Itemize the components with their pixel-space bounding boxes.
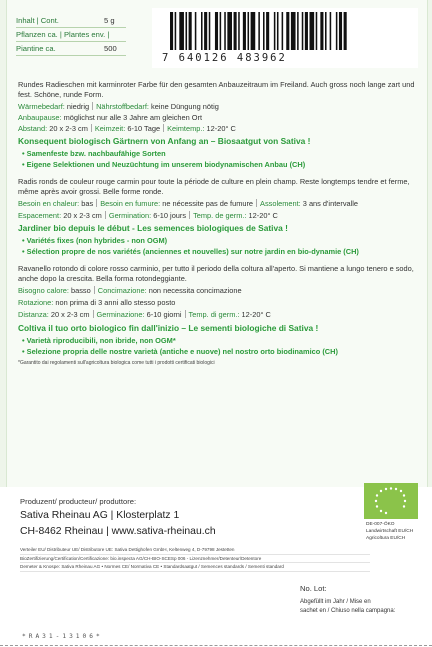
bottom-code-strip [0,630,432,647]
value: 6-10 jours [153,211,187,220]
info-label: Inhalt | Cont. [16,16,59,25]
barcode-bar [316,12,318,50]
label: Wärmebedarf: [18,102,65,111]
value: bas [81,199,94,208]
barcode-bar [201,12,203,50]
value: keine Düngung nötig [151,102,219,111]
value: non prima di 3 anni allo stesso posto [55,298,176,307]
label: Temp. di germ.: [188,310,240,319]
barcode-bar [215,12,218,50]
label: Rotazione: [18,298,54,307]
divider [92,102,93,110]
value: 12-20° C [206,124,236,133]
label: Germinazione: [96,310,145,319]
info-value: 5 g [104,16,115,25]
fr-description: Radis ronds de couleur rouge carmin pour toute la période de culture en plein champ. Reste longtemps tendre et ferme, même après avoir grossi. Belle forme ronde. [18,177,410,197]
barcode-bar [243,12,246,50]
barcode-bar [258,12,260,50]
it-attr-row-3 [18,310,422,320]
info-value: 500 [104,44,117,53]
de-bullet-1: • Samenfeste bzw. nachbaufähige Sorten [22,149,166,158]
barcode-bar [291,12,296,50]
eu-organic-logo [364,483,418,519]
barcode-bar [310,12,315,50]
fr-attr-row-1 [18,199,422,209]
barcode-bar [266,12,269,50]
label: Espacement: [18,211,62,220]
info-label: Piantine ca. [16,44,56,53]
info-row-piantine [16,42,126,56]
divider [93,310,94,318]
legal-block [20,546,370,572]
it-heading: Coltiva il tuo orto biologico fin dall'inizio – Le sementi biologiche di Sativa ! [18,323,319,333]
label: Nährstoffbedarf: [96,102,149,111]
barcode-bars [170,12,406,50]
barcode-bar [227,12,232,50]
barcode-bar [204,12,207,50]
de-attr-row-2 [18,113,422,123]
label: Besoin en fumure: [100,199,161,208]
legal-line: Verteiler EU/ Distributeur UE/ Distributore UE: Sativa Dettighofen GmbH, Keltenweg 4, D-79798 Jestetten [20,546,370,555]
divider [163,124,164,132]
value: 20 x 2-3 cm [63,211,102,220]
value: 12-20° C [241,310,271,319]
eu-code: DE-007-ÖKO [366,522,395,527]
cut-line [0,645,432,646]
eu-logo-text [366,521,413,543]
bottom-code: *RA31-13106* [22,633,103,640]
barcode-bar [339,12,342,50]
value: ne nécessite pas de fumure [162,199,254,208]
value: 20 x 2-3 cm [50,310,90,319]
fr-heading: Jardiner bio depuis le début - Les semences biologiques de Sativa ! [18,223,288,233]
label: Keimzeit: [94,124,126,133]
legal-line: BioZertifizierung/Certification/Certificazione: bio.inspecta AG/CH-BIO-SCESp 006 - Lizenznehmer/Detenteur/Detentore [20,555,370,564]
value: 6-10 Tage [127,124,161,133]
label: Bisogno calore: [18,286,69,295]
divider [96,199,97,207]
label: Distanza: [18,310,49,319]
info-box [16,14,126,66]
lot-label: No. Lot: [300,584,327,593]
value: 20 x 2-3 cm [49,124,88,133]
divider [189,211,190,219]
info-label: Pflanzen ca. | Plantes env. | [16,30,110,39]
barcode-bar [325,12,327,50]
label: Assolement: [260,199,301,208]
barcode-bar [224,12,226,50]
divider [91,124,92,132]
barcode-bar [320,12,323,50]
value: möglichst nur alle 3 Jahre am gleichen Ort [63,113,203,122]
de-heading: Konsequent biologisch Gärtnern von Anfang an – Biosaatgut von Sativa ! [18,136,311,146]
producer-name: Sativa Rheinau AG | Klosterplatz 1 [20,510,180,521]
lot-line: Abgefüllt im Jahr / Mise en [300,599,371,605]
barcode-bar [238,12,240,50]
barcode-bar [297,12,299,50]
barcode-bar [170,12,173,50]
fr-bullet-2: • Sélection propre de nos variétés (anciennes et nouvelles) sur notre jardin en bio-dynamie (CH) [22,247,359,256]
barcode-bar [344,12,347,50]
value: basso [71,286,91,295]
lot-description [300,598,424,616]
it-bullet-1: • Varietà riproducibili, non ibride, non OGM* [22,336,176,345]
eu-leaf-icon [364,483,418,519]
barcode-bar [305,12,308,50]
value: non necessita concimazione [148,286,242,295]
de-attr-row-1 [18,102,422,112]
barcode-bar [248,12,250,50]
barcode-bar [251,12,256,50]
barcode-bar [234,12,237,50]
barcode-bar [175,12,177,50]
lot-line: sachet en / Chiuso nella campagna: [300,608,396,614]
barcode-bar [330,12,332,50]
value: 3 ans d'intervalle [302,199,359,208]
label: Besoin en chaleur: [18,199,80,208]
de-attr-row-3 [18,124,422,134]
label: Temp. de germ.: [193,211,247,220]
fr-attr-row-2 [18,211,422,221]
it-bullet-2: • Selezione propria delle nostre varietà (antiche e nuove) nel nostro orto biodinamico (CH) [22,347,338,356]
barcode-bar [286,12,289,50]
producer-address: CH-8462 Rheinau | www.sativa-rheinau.ch [20,526,216,537]
divider [185,310,186,318]
barcode-bar [277,12,279,50]
label: Keimtemp.: [167,124,205,133]
value: 12-20° C [248,211,278,220]
barcode-bar [195,12,197,50]
divider [94,286,95,294]
info-row-plants [16,28,126,42]
barcode-bar [302,12,304,50]
info-row-content [16,14,126,28]
de-description: Rundes Radieschen mit karminroter Farbe für den gesamten Anbauzeitraum im Freiland. Auch gross noch lange zart und fest. Schöne, runde Form. [18,80,415,100]
legal-line: Demeter & Knospe: Sativa Rheinau AG • Normes CE/ Normativa CE • Standardsaatgut / Semences standards / Sementi standard [20,563,370,572]
barcode-bar [189,12,192,50]
barcode-bar [263,12,265,50]
value: niedrig [66,102,90,111]
barcode-bar [179,12,184,50]
eu-line: Agricoltura EU/CH [366,536,406,542]
label: Abstand: [18,124,48,133]
it-attr-row-1 [18,286,422,296]
label: Concimazione: [97,286,147,295]
divider [105,211,106,219]
de-bullet-2: • Eigene Selektionen und Neuzüchtung im unserem biodynamischen Anbau (CH) [22,160,306,169]
it-description: Ravanello rotondo di colore rosso carminio, per tutto il periodo della coltura all'aperto. Si mantiene a lungo tenero e sodo, anche dopo la crescita. Bella forma rotondeggiante. [18,264,414,284]
barcode-bar [282,12,284,50]
fr-bullet-1: • Variétés fixes (non hybrides - non OGM) [22,236,168,245]
barcode-bar [186,12,188,50]
producer-label: Produzent/ producteur/ produttore: [20,497,137,506]
eu-line: Landwirtschaft EU/CH [366,529,414,535]
value: 6-10 giorni [146,310,182,319]
footnote: *Garantito dai regolamenti sull'agricoltura biologica come tutti i prodotti certificati biologici [18,360,215,366]
barcode-bar [209,12,211,50]
barcode-bar [274,12,276,50]
label: Anbaupause: [18,113,62,122]
divider [256,199,257,207]
barcode [152,8,418,68]
label: Germination: [108,211,152,220]
barcode-bar [220,12,222,50]
barcode-number: 7 640126 483962 [162,52,287,64]
barcode-bar [336,12,338,50]
it-attr-row-2 [18,298,422,308]
